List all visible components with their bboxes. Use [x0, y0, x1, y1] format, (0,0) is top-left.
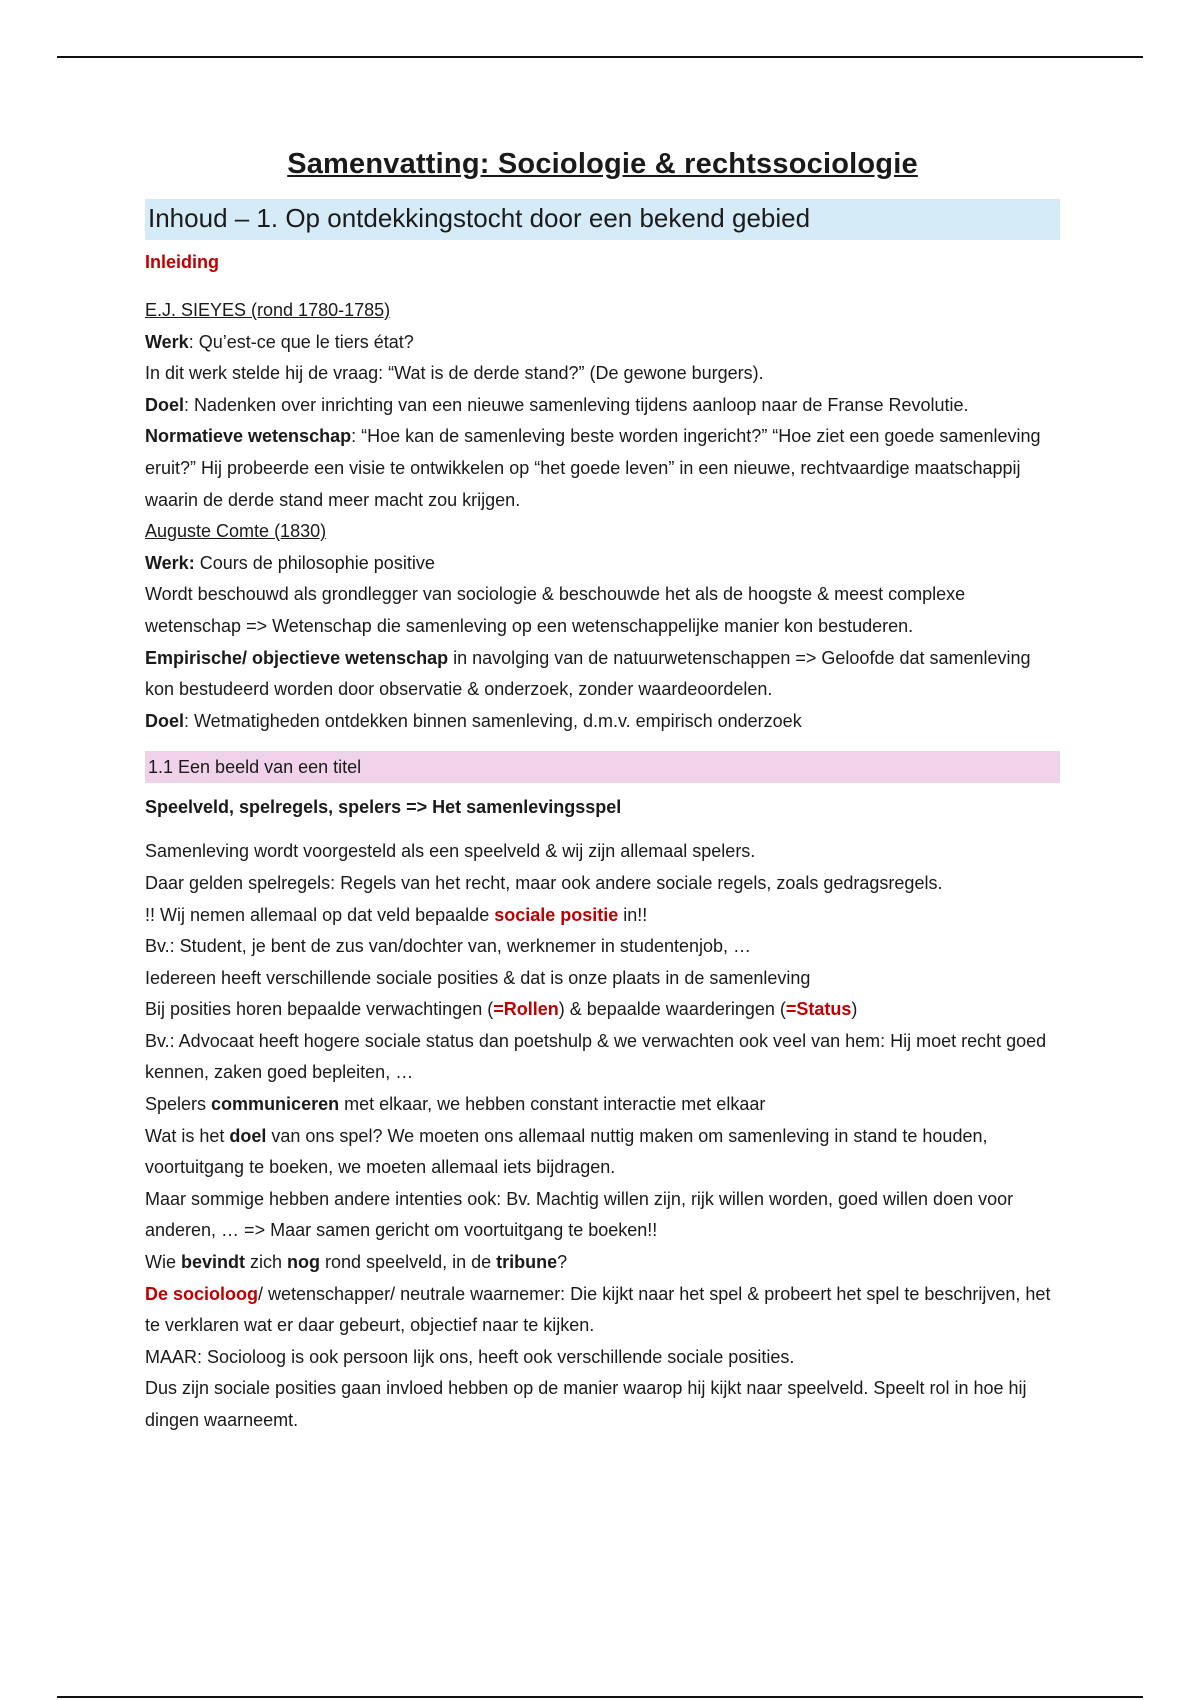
- comte-werk: [145, 548, 1060, 580]
- sieyes-section: [145, 295, 1060, 516]
- normative-label: Normatieve wetenschap: [145, 426, 352, 447]
- comte-section: [145, 516, 1060, 737]
- intro-heading: Inleiding: [145, 252, 219, 272]
- paragraph-line: Bv.: Student, je bent de zus van/dochter van, werknemer in studentenjob, …: [145, 936, 752, 957]
- text-run: Wie: [145, 1252, 181, 1273]
- sieyes-question: In dit werk stelde hij de vraag: “Wat is de derde stand?” (De gewone burgers).: [145, 363, 764, 384]
- sieyes-name: E.J. SIEYES (rond 1780-1785): [145, 300, 391, 320]
- comte-empirical: [145, 643, 1060, 706]
- paragraph-line: MAAR: Socioloog is ook persoon lijk ons, heeft ook verschillende sociale posities.: [145, 1346, 795, 1367]
- text-run: in!!: [618, 904, 648, 925]
- doel-text: : Wetmatigheden ontdekken binnen samenleving, d.m.v. empirisch onderzoek: [184, 710, 802, 731]
- text-run: rond speelveld, in de: [320, 1252, 497, 1273]
- game-section: [145, 836, 1060, 1436]
- paragraph-line: [145, 900, 1060, 932]
- highlight-term: =Status: [785, 999, 852, 1020]
- text-run: / wetenschapper/ neutrale waarnemer: Die kijkt naar het spel & probeert het spel te beschrijven, het te verklaren wat er daar gebeurt, objectief naar te kijken.: [145, 1283, 1051, 1336]
- highlight-term: De socioloog: [145, 1283, 259, 1304]
- document-body: [145, 148, 1060, 1437]
- werk-text: : Qu’est-ce que le tiers état?: [188, 331, 414, 352]
- bold-term: communiceren: [211, 1094, 340, 1115]
- werk-label: Werk:: [145, 552, 195, 573]
- comte-doel: [145, 706, 1060, 738]
- paragraph-line: Dus zijn sociale posities gaan invloed hebben op de manier waarop hij kijkt naar speelveld. Speelt rol in hoe hij dingen waarneemt.: [145, 1378, 1027, 1430]
- paragraph-line: [145, 1247, 1060, 1279]
- doel-label: Doel: [145, 394, 185, 415]
- sieyes-doel: [145, 390, 1060, 422]
- text-run: van ons spel? We moeten ons allemaal nuttig maken om samenleving in stand te houden, voortuitgang te boeken, we moeten allemaal iets bijdragen.: [145, 1125, 988, 1178]
- text-run: Spelers: [145, 1094, 212, 1115]
- empirical-label: Empirische/ objectieve wetenschap: [145, 647, 449, 668]
- sub-heading: Speelveld, spelregels, spelers => Het samenlevingsspel: [145, 797, 622, 818]
- doel-label: Doel: [145, 710, 185, 731]
- text-run: met elkaar, we hebben constant interactie met elkaar: [339, 1094, 766, 1115]
- paragraph-line: [145, 1279, 1060, 1342]
- section-heading: 1.1 Een beeld van een titel: [145, 751, 1060, 783]
- bold-term: nog: [287, 1252, 321, 1273]
- page-title: Samenvatting: Sociologie & rechtssociologie: [287, 148, 918, 180]
- normative-text: : “Hoe kan de samenleving beste worden ingericht?” “Hoe ziet een goede samenleving eruit?” Hij probeerde een visie te ontwikkelen op “het goede leven” in een nieuwe, rechtvaardige maatschappij waarin de derde stand meer macht zou krijgen.: [145, 426, 1041, 510]
- text-run: Wat is het: [145, 1125, 230, 1146]
- highlight-term: sociale positie: [494, 904, 619, 925]
- text-run: !! Wij nemen allemaal op dat veld bepaalde: [145, 904, 495, 925]
- sieyes-werk: [145, 327, 1060, 359]
- werk-label: Werk: [145, 331, 189, 352]
- paragraph-line: [145, 1121, 1060, 1184]
- comte-description: Wordt beschouwd als grondlegger van sociologie & beschouwde het als de hoogste & meest complexe wetenschap => Wetenschap die samenleving op een wetenschappelijke manier kon bestuderen.: [145, 584, 966, 636]
- paragraph-line: Daar gelden spelregels: Regels van het recht, maar ook andere sociale regels, zoals gedragsregels.: [145, 872, 943, 893]
- sieyes-normative: [145, 421, 1060, 516]
- bold-term: doel: [229, 1125, 267, 1146]
- paragraph-line: [145, 1089, 1060, 1121]
- paragraph-line: Maar sommige hebben andere intenties ook: Bv. Machtig willen zijn, rijk willen worden, goed willen doen voor anderen, … => Maar samen gericht om voortuitgang te boeken!!: [145, 1188, 1014, 1241]
- werk-text: Cours de philosophie positive: [194, 552, 435, 573]
- comte-name: Auguste Comte (1830): [145, 521, 327, 542]
- paragraph-line: Samenleving wordt voorgesteld als een speelveld & wij zijn allemaal spelers.: [145, 841, 756, 862]
- text-run: ): [851, 999, 858, 1020]
- bottom-rule: [57, 1696, 1143, 1698]
- bold-term: bevindt: [181, 1252, 246, 1273]
- text-run: zich: [245, 1252, 288, 1273]
- highlight-term: =Rollen: [493, 999, 559, 1020]
- text-run: ) & bepaalde waarderingen (: [558, 999, 786, 1020]
- toc-heading: Inhoud – 1. Op ontdekkingstocht door een bekend gebied: [145, 199, 1060, 240]
- bold-term: tribune: [496, 1252, 558, 1273]
- text-run: ?: [557, 1252, 568, 1273]
- top-rule: [57, 56, 1143, 58]
- paragraph-line: Iedereen heeft verschillende sociale posities & dat is onze plaats in de samenleving: [145, 967, 811, 988]
- paragraph-line: Bv.: Advocaat heeft hogere sociale status dan poetshulp & we verwachten ook veel van hem: Hij moet recht goed kennen, zaken goed bepleiten, …: [145, 1030, 1047, 1083]
- empirical-text: in navolging van de natuurwetenschappen => Geloofde dat samenleving kon bestudeerd worden door observatie & onderzoek, zonder waardeoordelen.: [145, 647, 1031, 700]
- doel-text: : Nadenken over inrichting van een nieuwe samenleving tijdens aanloop naar de Franse Revolutie.: [184, 394, 969, 415]
- text-run: Bij posities horen bepaalde verwachtingen (: [145, 999, 494, 1020]
- paragraph-line: [145, 994, 1060, 1026]
